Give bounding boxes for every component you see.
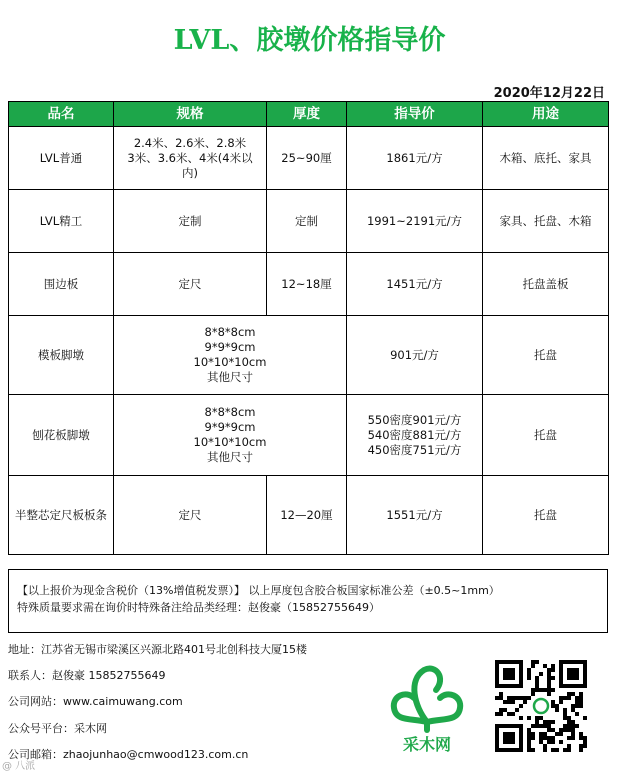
document-date: 2020年12月22日 [493,86,605,101]
cell-price: 1861元/方 [347,127,483,190]
header-price: 指导价 [347,102,483,127]
spec-line: 10*10*10cm [193,435,267,449]
spec-line: 其他尺寸 [207,370,253,384]
cell-thickness: 12~18厘 [267,253,347,316]
table-row [9,395,609,476]
table-row [9,253,609,316]
cell-price [347,395,483,476]
tree-logo-icon [384,660,470,756]
cell-name: 围边板 [9,253,114,316]
price-table [8,101,609,555]
cell-use: 托盘盖板 [483,253,609,316]
spec-line: 9*9*9cm [204,420,256,434]
table-row [9,190,609,253]
contact-website[interactable]: 公司网站：www.caimuwang.com [8,695,183,708]
cell-name: LVL普通 [9,127,114,190]
cell-thickness: 25~90厘 [267,127,347,190]
contact-person: 联系人：赵俊豪 15852755649 [8,669,166,682]
cell-name: 模板脚墩 [9,316,114,395]
cell-name: 刨花板脚墩 [9,395,114,476]
spec-line: 内) [182,165,198,180]
header-thickness: 厚度 [267,102,347,127]
header-use: 用途 [483,102,609,127]
tax-note: 【以上报价为现金含税价（13%增值税发票）】 以上厚度包含胶合板国家标准公差（±0.5~1mm） [17,584,500,597]
price-line: 540密度881元/方 [367,427,462,442]
qr-code [495,660,587,752]
watermark: @ 八派 [2,761,36,772]
cell-spec [114,395,347,476]
qr-code-icon [495,660,587,752]
table-row [9,316,609,395]
cell-price: 1991~2191元/方 [347,190,483,253]
cell-spec: 定尺 [114,253,267,316]
spec-line: 其他尺寸 [207,450,253,464]
spec-line: 8*8*8cm [204,405,256,419]
cell-price: 901元/方 [347,316,483,395]
cell-price: 1451元/方 [347,253,483,316]
cell-thickness: 12—20厘 [267,476,347,555]
cell-use: 家具、托盘、木箱 [483,190,609,253]
cell-spec: 定尺 [114,476,267,555]
spec-line: 10*10*10cm [193,355,267,369]
cell-name: 半整芯定尺板板条 [9,476,114,555]
spec-line: 3米、3.6米、4米(4米以 [127,150,253,165]
contact-wechat: 公众号平台：采木网 [8,722,107,735]
table-header-row [9,102,609,127]
notes-box [8,569,608,633]
table-row [9,127,609,190]
quality-note: 特殊质量要求需在询价时特殊备注给品类经理：赵俊豪（15852755649） [17,601,380,614]
caimuwang-logo [384,660,470,756]
cell-name: LVL精工 [9,190,114,253]
cell-spec [114,316,347,395]
cell-use: 托盘 [483,395,609,476]
cell-thickness: 定制 [267,190,347,253]
header-name: 品名 [9,102,114,127]
spec-line: 8*8*8cm [204,325,256,339]
logo-text: 采木网 [402,735,452,754]
spec-line: 2.4米、2.6米、2.8米 [133,135,247,150]
price-line: 450密度751元/方 [367,442,462,457]
table-row [9,476,609,555]
cell-use: 木箱、底托、家具 [483,127,609,190]
page-title: LVL、胶墩价格指导价 [173,25,446,56]
cell-use: 托盘 [483,476,609,555]
cell-use: 托盘 [483,316,609,395]
spec-line: 9*9*9cm [204,340,256,354]
cell-price: 1551元/方 [347,476,483,555]
contact-address: 地址：江苏省无锡市梁溪区兴源北路401号北创科技大厦15楼 [8,643,307,656]
cell-spec [114,127,267,190]
price-line: 550密度901元/方 [367,412,462,427]
contact-email[interactable]: 公司邮箱：zhaojunhao@cmwood123.com.cn [8,748,249,761]
header-spec: 规格 [114,102,267,127]
cell-spec: 定制 [114,190,267,253]
